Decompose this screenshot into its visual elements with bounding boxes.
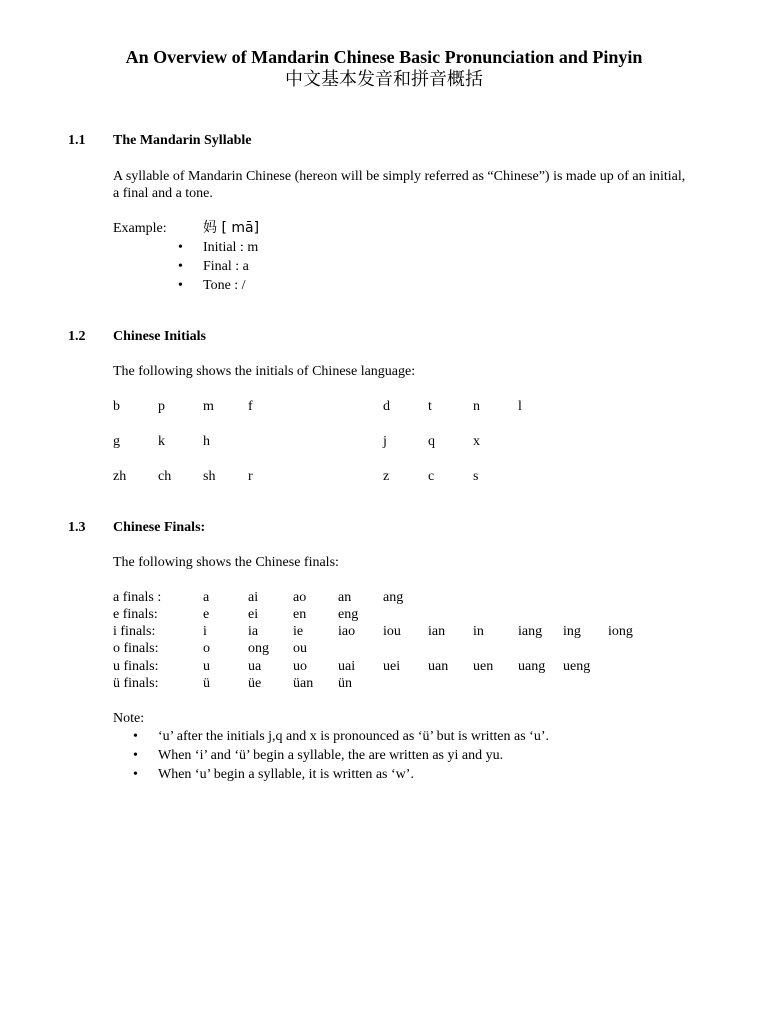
document-subtitle: 中文基本发音和拼音概括 bbox=[285, 69, 483, 90]
initial-cell: m bbox=[203, 399, 214, 414]
initial-cell: c bbox=[428, 469, 435, 484]
initial-cell: sh bbox=[203, 469, 216, 484]
final-cell: üe bbox=[248, 676, 262, 691]
finals-row-label: e finals: bbox=[113, 607, 158, 622]
final-cell: in bbox=[473, 624, 484, 639]
section-paragraph: The following shows the initials of Chinese language: bbox=[113, 364, 416, 379]
section-number: 1.3 bbox=[68, 520, 86, 535]
final-cell: a bbox=[203, 590, 210, 605]
initial-cell: x bbox=[473, 434, 480, 449]
final-cell: ei bbox=[248, 607, 259, 622]
initial-cell: z bbox=[383, 469, 390, 484]
final-cell: iong bbox=[608, 624, 633, 639]
section-number: 1.2 bbox=[68, 329, 86, 344]
final-cell: ia bbox=[248, 624, 259, 639]
finals-row bbox=[0, 606, 768, 623]
final-cell: iang bbox=[518, 624, 543, 639]
finals-row-label: i finals: bbox=[113, 624, 156, 639]
initial-cell: ch bbox=[158, 469, 172, 484]
final-cell: en bbox=[293, 607, 307, 622]
final-cell: u bbox=[203, 659, 210, 674]
initial-cell: j bbox=[383, 434, 387, 449]
final-cell: ing bbox=[563, 624, 581, 639]
initials-row bbox=[0, 433, 768, 450]
example-character: 妈 [ mā] bbox=[203, 220, 260, 236]
final-cell: e bbox=[203, 607, 210, 622]
initials-row bbox=[0, 468, 768, 485]
final-cell: ou bbox=[293, 641, 307, 656]
final-cell: ai bbox=[248, 590, 259, 605]
note-text: When ‘u’ begin a syllable, it is written as ‘w’. bbox=[158, 767, 414, 782]
final-cell: uen bbox=[473, 659, 494, 674]
initial-cell: k bbox=[158, 434, 165, 449]
initial-cell: l bbox=[518, 399, 522, 414]
final-cell: o bbox=[203, 641, 210, 656]
initial-cell: q bbox=[428, 434, 435, 449]
note-label: Note: bbox=[113, 711, 145, 726]
list-item-text: Tone : / bbox=[203, 278, 246, 293]
list-item-text: Initial : m bbox=[203, 240, 259, 255]
final-cell: ang bbox=[383, 590, 404, 605]
final-cell: uang bbox=[518, 659, 546, 674]
section-paragraph: A syllable of Mandarin Chinese (hereon will be simply referred as “Chinese”) is made up of an initial, a final and a tone. bbox=[113, 169, 686, 201]
example-label: Example: bbox=[113, 221, 167, 236]
bullet-icon: • bbox=[178, 240, 183, 255]
initial-cell: t bbox=[428, 399, 432, 414]
note-text: When ‘i’ and ‘ü’ begin a syllable, the are written as yi and yu. bbox=[158, 748, 504, 763]
initial-cell: n bbox=[473, 399, 480, 414]
initial-cell: g bbox=[113, 434, 120, 449]
initial-cell: h bbox=[203, 434, 210, 449]
final-cell: ao bbox=[293, 590, 307, 605]
final-cell: i bbox=[203, 624, 207, 639]
bullet-icon: • bbox=[133, 729, 138, 744]
document-title: An Overview of Mandarin Chinese Basic Pronunciation and Pinyin bbox=[125, 47, 643, 67]
finals-row bbox=[0, 623, 768, 640]
finals-row-label: ü finals: bbox=[113, 676, 159, 691]
final-cell: iou bbox=[383, 624, 401, 639]
final-cell: an bbox=[338, 590, 352, 605]
final-cell: uei bbox=[383, 659, 401, 674]
bullet-icon: • bbox=[133, 748, 138, 763]
final-cell: ie bbox=[293, 624, 304, 639]
final-cell: iao bbox=[338, 624, 356, 639]
initial-cell: b bbox=[113, 399, 120, 414]
finals-row bbox=[0, 640, 768, 657]
final-cell: ua bbox=[248, 659, 262, 674]
initial-cell: p bbox=[158, 399, 165, 414]
bullet-icon: • bbox=[178, 259, 183, 274]
finals-row-label: o finals: bbox=[113, 641, 159, 656]
final-cell: eng bbox=[338, 607, 359, 622]
final-cell: uo bbox=[293, 659, 307, 674]
initial-cell: r bbox=[248, 469, 253, 484]
initial-cell: zh bbox=[113, 469, 127, 484]
note-text: ‘u’ after the initials j,q and x is pronounced as ‘ü’ but is written as ‘u’. bbox=[158, 729, 549, 744]
list-item-text: Final : a bbox=[203, 259, 249, 274]
section-title: Chinese Initials bbox=[113, 329, 206, 344]
initial-cell: d bbox=[383, 399, 390, 414]
finals-row-label: a finals : bbox=[113, 590, 162, 605]
final-cell: ong bbox=[248, 641, 269, 656]
finals-row bbox=[0, 589, 768, 606]
finals-row-label: u finals: bbox=[113, 659, 159, 674]
final-cell: uai bbox=[338, 659, 356, 674]
bullet-icon: • bbox=[133, 767, 138, 782]
final-cell: ueng bbox=[563, 659, 591, 674]
final-cell: üan bbox=[293, 676, 314, 691]
initials-row bbox=[0, 398, 768, 415]
bullet-icon: • bbox=[178, 278, 183, 293]
final-cell: ian bbox=[428, 624, 446, 639]
section-number: 1.1 bbox=[68, 133, 86, 148]
final-cell: ün bbox=[338, 676, 352, 691]
final-cell: ü bbox=[203, 676, 210, 691]
initial-cell: f bbox=[248, 399, 253, 414]
finals-row bbox=[0, 675, 768, 692]
section-paragraph: The following shows the Chinese finals: bbox=[113, 555, 339, 570]
initial-cell: s bbox=[473, 469, 479, 484]
section-title: The Mandarin Syllable bbox=[113, 133, 252, 148]
final-cell: uan bbox=[428, 659, 449, 674]
section-title: Chinese Finals: bbox=[113, 520, 206, 535]
finals-row bbox=[0, 658, 768, 675]
